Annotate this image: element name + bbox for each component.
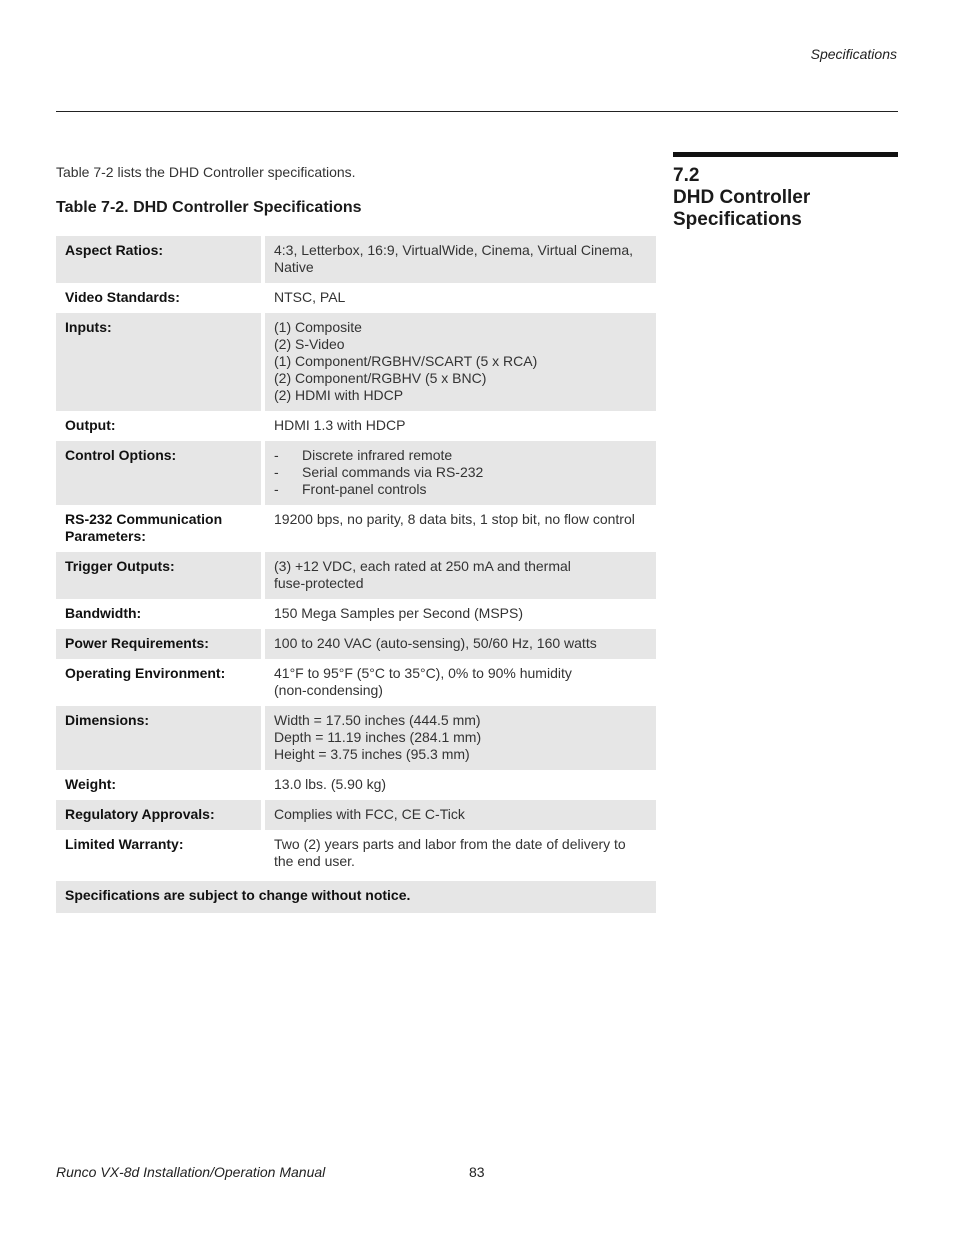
spec-table [56,236,656,913]
spec-value-line: 4:3, Letterbox, 16:9, VirtualWide, Cinema, Virtual Cinema, Native [274,242,633,275]
spec-value-line: 19200 bps, no parity, 8 data bits, 1 stop bit, no flow control [274,511,635,527]
table-row [56,236,656,283]
spec-value [263,599,656,629]
spec-list-text: Serial commands via RS-232 [302,464,484,480]
table-row [56,411,656,441]
spec-value [263,830,656,879]
spec-value [263,659,656,706]
spec-value-line: (2) HDMI with HDCP [274,387,404,403]
spec-value-line: (2) Component/RGBHV (5 x BNC) [274,370,487,386]
table-row [56,505,656,552]
spec-value-line: HDMI 1.3 with HDCP [274,417,406,433]
section-title-line2: Specifications [673,209,802,230]
table-row [56,659,656,706]
spec-value-line: (3) +12 VDC, each rated at 250 mA and thermal [274,558,571,574]
spec-list-text: Front-panel controls [302,481,427,497]
table-footnote-row [56,879,656,913]
table-row [56,313,656,411]
page-number: 83 [469,1164,485,1180]
table-row [56,283,656,313]
footer-manual-title: Runco VX-8d Installation/Operation Manual [56,1164,326,1180]
section-title-line1: DHD Controller [673,187,811,208]
spec-value-line: Width = 17.50 inches (444.5 mm) [274,712,481,728]
spec-label: Output: [65,417,116,433]
spec-label: Aspect Ratios: [56,236,263,283]
table-caption: Table 7-2. DHD Controller Specifications [56,199,362,216]
dash-bullet-icon: - [274,447,279,463]
table-row [56,599,656,629]
spec-label: RS-232 Communication Parameters: [65,511,223,544]
table-row [56,706,656,770]
spec-value-line: (non-condensing) [274,682,383,698]
spec-label: Operating Environment: [65,665,226,681]
dash-bullet-icon: - [274,464,279,480]
spec-value [263,629,656,659]
spec-list-item [274,447,647,464]
section-heading [673,152,898,231]
intro-text: Table 7-2 lists the DHD Controller specifications. [56,164,356,180]
spec-value [263,800,656,830]
spec-value-line: 100 to 240 VAC (auto-sensing), 50/60 Hz, 160 watts [274,635,597,651]
table-row [56,770,656,800]
spec-value-line: Depth = 11.19 inches (284.1 mm) [274,729,482,745]
dash-bullet-icon: - [274,481,279,497]
spec-value-line: (2) S-Video [274,336,345,352]
spec-list-text: Discrete infrared remote [302,447,453,463]
spec-value [263,706,656,770]
spec-value-line: Two (2) years parts and labor from the date of delivery to the end user. [274,836,626,869]
section-bar [673,152,898,157]
spec-value [263,236,656,283]
table-row [56,629,656,659]
spec-label: Limited Warranty: [65,836,184,852]
section-number: 7.2 [673,165,700,186]
spec-label: Dimensions: [56,706,263,770]
spec-value-line: (1) Component/RGBHV/SCART (5 x RCA) [274,353,538,369]
running-header: Specifications [810,46,897,62]
spec-value-line: NTSC, PAL [274,289,346,305]
spec-label: Power Requirements: [56,629,263,659]
spec-value-line: 150 Mega Samples per Second (MSPS) [274,605,524,621]
table-row [56,830,656,879]
spec-label: Regulatory Approvals: [56,800,263,830]
spec-value [263,313,656,411]
spec-label: Weight: [65,776,117,792]
spec-value [263,441,656,505]
spec-value [263,411,656,441]
spec-value-line: fuse-protected [274,575,364,591]
table-row [56,552,656,599]
spec-value [263,552,656,599]
spec-list-item [274,464,647,481]
spec-value-line: 41°F to 95°F (5°C to 35°C), 0% to 90% humidity [274,665,572,681]
spec-value [263,505,656,552]
spec-label: Video Standards: [65,289,180,305]
table-row [56,441,656,505]
spec-value [263,283,656,313]
spec-value-line: (1) Composite [274,319,362,335]
spec-value-line: Complies with FCC, CE C-Tick [274,806,465,822]
spec-value [263,770,656,800]
header-rule [56,111,898,112]
spec-label: Inputs: [56,313,263,411]
spec-label: Bandwidth: [65,605,142,621]
spec-label: Trigger Outputs: [56,552,263,599]
spec-table-body [56,236,656,913]
spec-value-line: Height = 3.75 inches (95.3 mm) [274,746,470,762]
spec-value-line: 13.0 lbs. (5.90 kg) [274,776,387,792]
table-row [56,800,656,830]
spec-label: Control Options: [56,441,263,505]
table-footnote: Specifications are subject to change without notice. [56,879,656,913]
spec-list-item [274,481,647,498]
